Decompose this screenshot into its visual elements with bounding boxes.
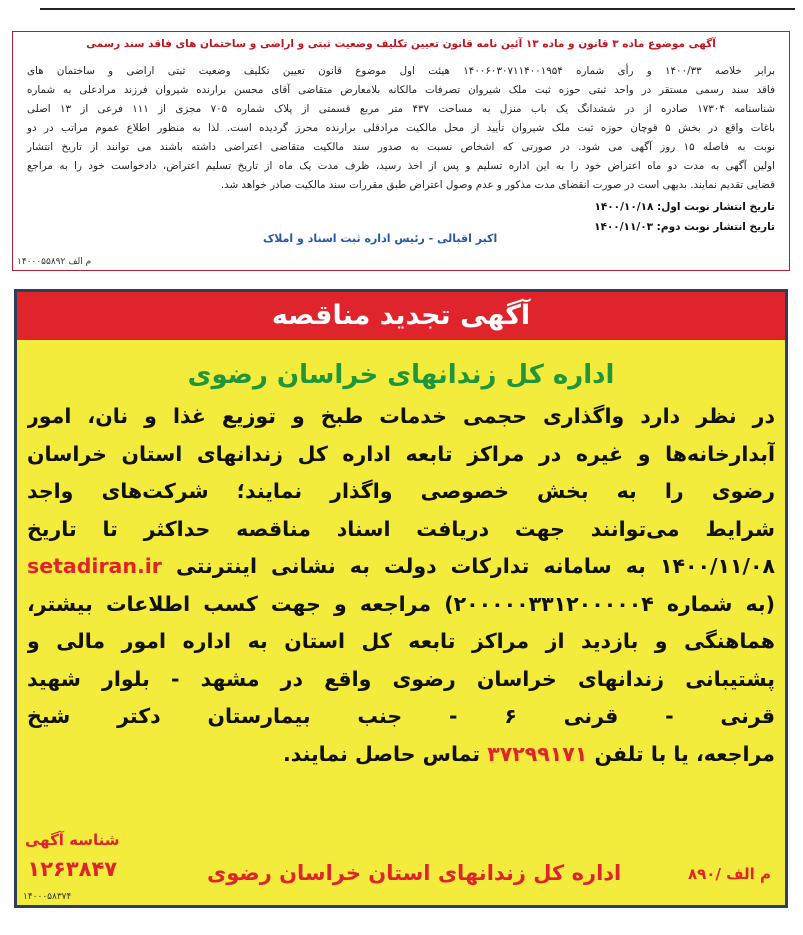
tender-line: رضوی را به بخش خصوصی واگذار نمایند؛ شرکت‌های واجد <box>27 479 775 503</box>
footer-organization: اداره کل زندانهای استان خراسان رضوی <box>207 861 622 885</box>
tender-line-text: مراجعه، یا با تلفن <box>594 741 775 766</box>
notice-line: شناسنامه ۱۷۳۰۴ صادره از در ششدانگ یک باب منزل به مساحت ۴۳۷ متر مربع قسمتی از پلاک شماره ۷۰۵ مجزی از ۱۱۱ فرعی از ۱۳ اصلی <box>27 103 775 115</box>
notice-code: م الف ۱۴۰۰۰۵۵۸۹۲ <box>17 257 92 267</box>
ad-id-number: ۱۲۶۳۸۴۷ <box>27 857 118 881</box>
notice-line: قضایی تقدیم نمایند. بدیهی است در صورت انقضای مدت مذکور و عدم وصول اعتراض طبق مقررات سند مالکیت صادر خواهد شد. <box>220 179 775 191</box>
tender-notice <box>14 289 788 908</box>
organization-title: اداره کل زندانهای خراسان رضوی <box>187 360 615 390</box>
first-publication-date: تاریخ انتشار نوبت اول: ۱۴۰۰/۱۰/۱۸ <box>594 201 775 213</box>
tender-line <box>27 736 775 774</box>
tender-body <box>17 398 785 773</box>
notice-body <box>27 62 775 195</box>
tender-line: در نظر دارد واگذاری حجمی خدمات طبخ و توزیع غذا و نان، امور <box>27 404 775 428</box>
tender-line <box>27 548 775 586</box>
ad-id-label: شناسه آگهی <box>25 831 120 849</box>
reference-number: م الف /۸۹۰ <box>687 865 771 883</box>
tender-line-text: تماس حاصل نمایند. <box>282 741 481 766</box>
notice-line: باغات واقع در بخش ۵ قوچان حوزه ثبت ملک شیروان تأیید از محل مالکیت مرادقلی برارنده محرز گردیده است. لذا به منظور اطلاع عموم مراتب در دو <box>27 122 775 134</box>
tender-line: پشتیبانی زندانهای خراسان رضوی واقع در مشهد - بلوار شهید <box>27 666 775 691</box>
notice-line: نوبت به فاصله ۱۵ روز آگهی می شود. در صورتی که اشخاص نسبت به صدور سند مالکیت متقاضی اعتراضی داشته باشند می توانند از تاریخ انتشار <box>27 141 776 153</box>
registration-notice <box>12 31 790 271</box>
phone-number: ۳۷۲۹۹۱۷۱ <box>487 741 588 766</box>
notice-line: اولین آگهی به مدت دو ماه اعتراض خود را به این اداره تسلیم و پس از اخذ رسید، ظرف مدت یک ماه از تاریخ تسلیم اعتراض، دادخواست خود را به مراجع <box>27 160 775 172</box>
signature: اکبر اقبالی - رئیس اداره ثبت اسناد و املاک <box>263 232 498 245</box>
tender-banner: آگهی تجدید مناقصه <box>17 292 785 340</box>
page-rule <box>40 8 795 10</box>
publication-dates <box>27 197 775 237</box>
tender-line: آبدارخانه‌ها و غیره در مراکز تابعه اداره کل زندانهای استان خراسان <box>27 441 775 466</box>
ad-id <box>25 831 120 881</box>
tender-line: قرنی - قرنی ۶ - جنب بیمارستان دکتر شیخ <box>27 704 775 728</box>
tender-footer <box>17 825 785 905</box>
notice-title: آگهی موضوع ماده ۳ قانون و ماده ۱۳ آئین نامه قانون تعیین تکلیف وضعیت ثبتی و اراضی و ساختمان های فاقد سند رسمی <box>86 38 716 50</box>
tender-line: شرایط می‌توانند جهت دریافت اسناد مناقصه حداکثر تا تاریخ <box>27 516 775 541</box>
website-link[interactable]: setadiran.ir <box>27 554 162 578</box>
tender-line-text: ۱۴۰۰/۱۱/۰۸ به سامانه تدارکات دولت به نشانی اینترنتی <box>175 554 775 578</box>
second-publication-date: تاریخ انتشار نوبت دوم: ۱۴۰۰/۱۱/۰۳ <box>594 221 775 233</box>
notice-line: برابر خلاصه ۱۴۰۰/۳۳ و رأی شماره ۱۴۰۰۶۰۳۰۷۱۱۴۰۰۱۹۵۴ هیئت اول موضوع قانون تعیین تکلیف وضعیت ثبتی اراضی و ساختمان های <box>27 65 775 77</box>
tender-line: هماهنگی و بازدید از مراکز تابعه کل استان به اداره امور مالی و <box>27 629 775 653</box>
footer-code: ۱۴۰۰۰۵۸۳۷۴ <box>23 892 72 902</box>
notice-line: فاقد سند رسمی مستقر در واحد ثبتی حوزه ثبت ملک شیروان تصرفات مالکانه بلامعارض متقاضی آقای محسن برارنده شیروان فرزند مرادعلی به شماره <box>27 84 775 96</box>
tender-line: (به شماره ۲۰۰۰۰۰۳۳۱۲۰۰۰۰۰۴) مراجعه و جهت کسب اطلاعات بیشتر، <box>27 591 775 616</box>
